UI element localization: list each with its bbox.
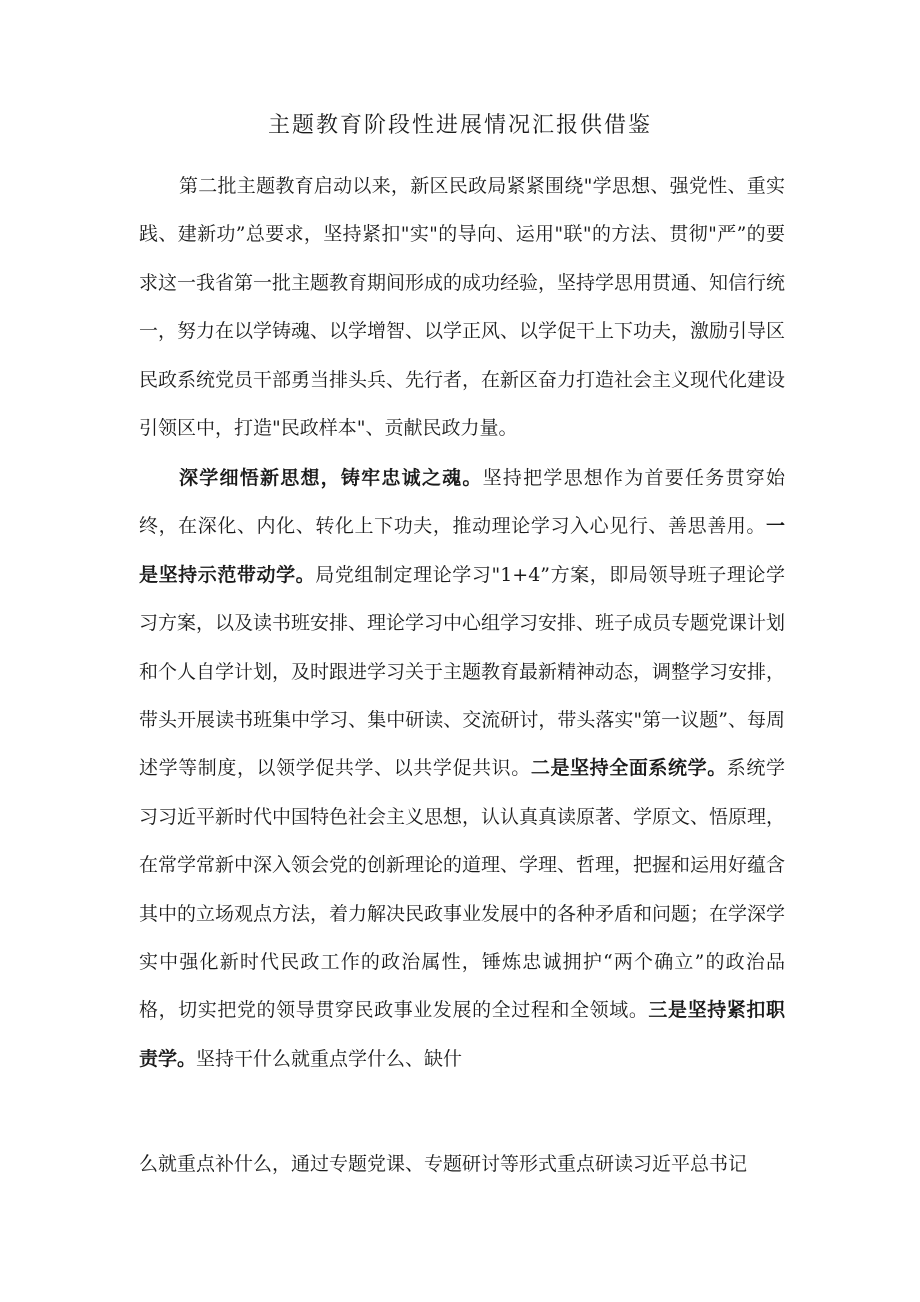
point-two-heading: 二是坚持全面系统学。 bbox=[530, 757, 727, 780]
point-three-text: 坚持干什么就重点学什么、缺什 bbox=[196, 1047, 463, 1070]
paragraph-continuation: 么就重点补什么，通过专题党课、专题研讨等形式重点研读习近平总书记 bbox=[139, 1153, 748, 1175]
paragraph-lead-text: 坚持把学思想作为首要任务贯穿始终，在深化、内化、转化上下功夫，推动理论学习入心见行、善思善用。 bbox=[139, 467, 785, 538]
point-one-text: 局党组制定理论学习"1+4”方案，即局领导班子理论学习方案，以及读书班安排、理论学习中心组学习安排、班子成员专题党课计划和个人自学计划，及时跟进学习关于主题教育最新精神动态，调整学习安排，带头开展读书班集中学习、集中研读、交流研讨，带头落实"第一议题”、每周述学等制度，以领学促共学、以共学促共识。 bbox=[139, 563, 786, 780]
point-one-heading: 一是坚持示范带动学。 bbox=[139, 515, 785, 586]
point-two-text: 系统学习习近平新时代中国特色社会主义思想，认认真真读原著、学原文、悟原理，在常学常新中深入领会党的创新理论的道理、学理、哲理，把握和运用好蕴含其中的立场观点方法，着力解决民政事业发展中的各种矛盾和问题；在学深学实中强化新时代民政工作的政治属性，锤炼忠诚拥护“两个确立”的政治品格，切实把党的领导贯穿民政事业发展的全过程和全领域。 bbox=[139, 757, 786, 1022]
document-title: 主题教育阶段性进展情况汇报供借鉴 bbox=[267, 113, 652, 138]
paragraph-lead-heading: 深学细悟新思想，铸牢忠诚之魂。 bbox=[179, 467, 483, 489]
paragraph-intro: 第二批主题教育启动以来，新区民政局紧紧围绕"学思想、强党性、重实践、建新功”总要求，坚持紧扣"实"的导向、运用"联"的方法、贯彻"严”的要求这一我省第一批主题教育期间形成的成功经验，坚持学思用贯通、知信行统一，努力在以学铸魂、以学增智、以学正风、以学促干上下功夫，激励引导区民政系统党员干部勇当排头兵、先行者，在新区奋力打造社会主义现代化建设引领区中，打造"民政样本"、贡献民政力量。 bbox=[139, 175, 786, 440]
paragraph-study-thought bbox=[139, 454, 785, 1083]
point-three-heading: 三是坚持紧扣职责学。 bbox=[139, 999, 785, 1070]
